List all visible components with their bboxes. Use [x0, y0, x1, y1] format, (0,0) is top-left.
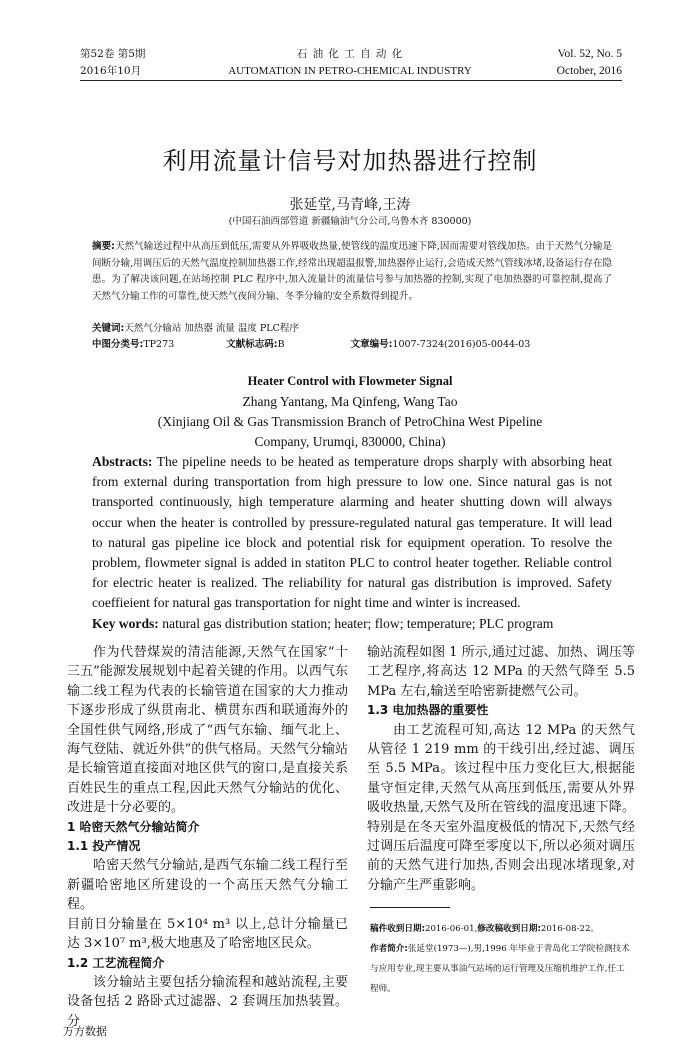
- article-no-label: 文章编号:: [350, 339, 393, 350]
- keywords-text: 天然气分输站 加热器 流量 温度 PLC程序: [124, 323, 299, 334]
- clc-value: TP273: [143, 339, 175, 350]
- affiliation-en-2: Company, Urumqi, 830000, China): [254, 434, 446, 449]
- authors: 张延堂,马青峰,王涛: [289, 197, 411, 213]
- section-1-1-paragraph-b: 目前日分输量在 5×10⁴ m³ 以上,总计分输量已达 3×10⁷ m³,极大地惠及了哈密地区民众。: [67, 916, 348, 952]
- abstract-en-label: Abstracts:: [92, 454, 153, 469]
- section-1-3-heading: 1.3 电加热器的重要性: [367, 703, 489, 718]
- authors-en: Zhang Yantang, Ma Qinfeng, Wang Tao: [242, 394, 458, 409]
- section-1-2-paragraph: 该分输站主要包括分输流程和越站流程,主要设备包括 2 路卧式过滤器、2 套调压加热装置。分: [67, 974, 348, 1029]
- classification-line: [92, 337, 612, 354]
- title-en: Heater Control with Flowmeter Signal: [247, 374, 453, 388]
- footnote-rule: [370, 907, 450, 908]
- left-column: [67, 643, 348, 1031]
- doc-code-value: B: [277, 339, 285, 350]
- footnotes: [370, 919, 632, 999]
- section-1-1-heading: 1.1 投产情况: [67, 839, 141, 854]
- keywords-en-text: natural gas distribution station; heater; flow; temperature; PLC program: [162, 615, 554, 631]
- abstract-zh: [92, 239, 612, 305]
- abstract-text: 天然气输送过程中从高压到低压,需要从外界吸收热量,使管线的温度迅速下降,因而需要对管线加热。由于天然气分输是间断分输,用调压后的天然气温度控制加热器工作,经常出现超温报警,加热器停止运行,会造成天然气管线冰堵,设备运行存在隐患。为了解决该问题,在站场控制 PLC 程序中,加入流量计的流量信号参与加热器的控制,实现了电加热器的可靠控制,提高了天然气分输工作的可靠性,使天然气夜间分输、冬季分输的安全系数得到提升。: [92, 241, 612, 302]
- section-1-heading: 1 哈密天然气分输站简介: [67, 819, 200, 834]
- issue-date: 2016年10月: [80, 65, 142, 77]
- section-1-2-continued: 输站流程如图 1 所示,通过过滤、加热、调压等工艺程序,将高达 12 MPa 的天然气降至 5.5 MPa 左右,输送至哈密新捷燃气公司。: [367, 645, 635, 699]
- keywords-en-label: Key words:: [92, 615, 159, 631]
- volume-issue: 第52卷 第5期: [80, 48, 146, 60]
- revised-date: 2016-08-22。: [540, 924, 600, 934]
- section-1-1-paragraph-a: 哈密天然气分输站,是西气东输二线工程行至新疆哈密地区所建设的一个高压天然气分输工程。: [67, 858, 348, 913]
- revised-label: 修改稿收到日期:: [477, 924, 541, 934]
- journal-name-zh: 石 油 化 工 自 动 化: [296, 48, 404, 60]
- abstract-en: [92, 452, 612, 634]
- author-bio-label: 作者简介:: [370, 944, 408, 954]
- paper-title: 利用流量计信号对加热器进行控制: [162, 147, 538, 175]
- author-footnote: [370, 939, 632, 999]
- abstract-label: 摘要:: [92, 241, 115, 252]
- received-date: 2016-06-01,: [425, 924, 478, 934]
- intro-paragraph: 作为代替煤炭的清洁能源,天然气在国家“十三五”能源发展规划中起着关键的作用。以西气东输二线工程为代表的长输管道在国家的大力推动下逐步形成了纵贯南北、横贯东西和联通海外的全国性供气网络,形成了“西气东输、缅气北上、海气登陆、就近外供”的供气格局。天然气分输站是长输管道直接面对地区供气的窗口,是直接关系百姓民生的重点工程,因此天然气分输站的优化、改进是十分必要的。: [67, 645, 348, 816]
- journal-name-en: AUTOMATION IN PETRO-CHEMICAL INDUSTRY: [228, 65, 472, 77]
- header-rule: [80, 80, 622, 81]
- article-no-value: 1007-7324(2016)05-0044-03: [392, 339, 531, 350]
- affiliation-en-1: (Xinjiang Oil & Gas Transmission Branch of PetroChina West Pipeline: [157, 414, 543, 429]
- keywords-label: 关键词:: [92, 323, 125, 334]
- volume-issue-en: Vol. 52, No. 5: [557, 48, 622, 60]
- dates-footnote: [370, 919, 632, 939]
- clc-label: 中图分类号:: [92, 339, 144, 350]
- abstract-en-text: The pipeline needs to be heated as temperature drops sharply with absorbing heat from external during transportation from high pressure to low one. Since natural gas is not transported continuously, high temperature alarming and heater shutting down will always occur when the heater is controlled by pressure-regulated natural gas temperature. It will lead to natural gas pipeline ice block and potential risk for equipment operation. To resolve the problem, flowmeter signal is added in statiton PLC to control heater together. Reliable control for electric heater is realized. The reliability for natural gas distribution is improved. Safety coeffieient for natural gas transportation for night time and winter is increased.: [92, 454, 612, 611]
- doc-code-label: 文献标志码:: [226, 339, 278, 350]
- issue-date-en: October, 2016: [556, 65, 622, 77]
- keywords-zh: [92, 321, 612, 338]
- right-column: [367, 643, 635, 895]
- section-1-3-paragraph: 由工艺流程可知,高达 12 MPa 的天然气从管径 1 219 mm 的干线引出,经过滤、调压至 5.5 MPa。该过程中压力变化巨大,根据能量守恒定律,天然气从高压到低压,需要从外界吸收热量,天然气及所在管线的温度迅速下降。特别是在冬天室外温度极低的情况下,天然气经过调压后温度可降至零度以下,所以必须对调压前的天然气进行加热,否则会出现冰堵现象,对分输产生严重影响。: [367, 722, 635, 893]
- section-1-2-heading: 1.2 工艺流程简介: [67, 955, 165, 970]
- received-label: 稿件收到日期:: [370, 924, 425, 934]
- affiliation: (中国石油西部管道 新疆输油气分公司,乌鲁木齐 830000): [228, 216, 472, 227]
- author-bio: 张延堂(1973—),男,1996 年毕业于青岛化工学院检测技术与应用专业,现主要从事油气站场的运行管理及压缩机维护工作,任工程师。: [370, 944, 630, 994]
- watermark: 万方数据: [63, 1025, 107, 1038]
